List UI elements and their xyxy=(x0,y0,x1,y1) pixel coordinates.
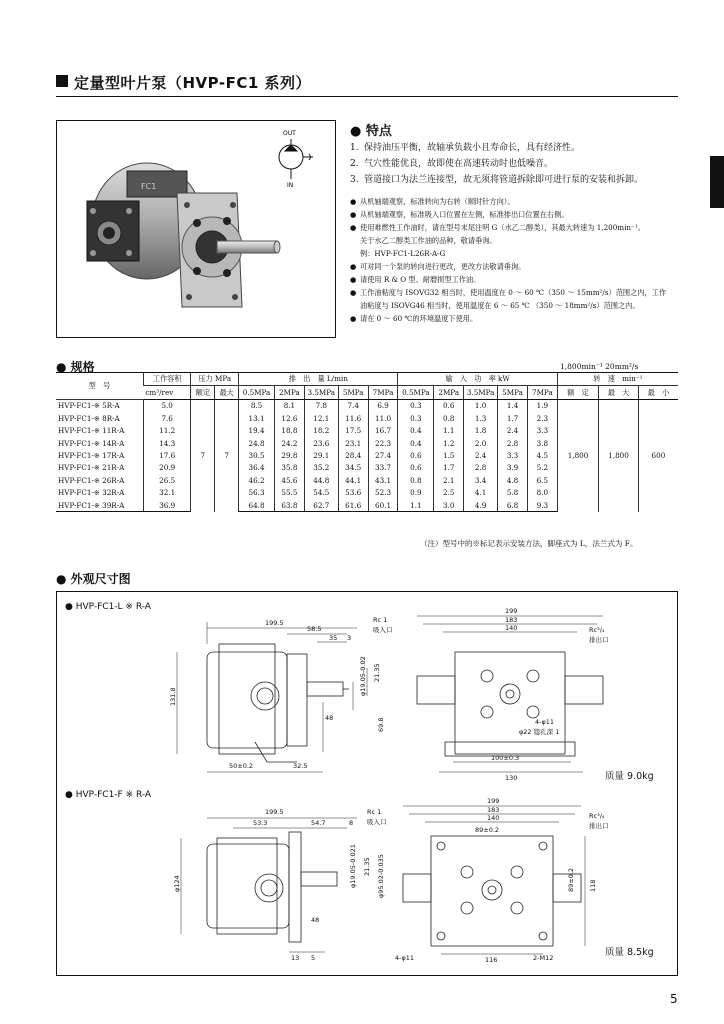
table-cell: 54.5 xyxy=(304,487,338,499)
dim-label: 199 xyxy=(487,797,500,805)
table-cell: HVP-FC1-※ 21R-A xyxy=(58,463,125,473)
features-list xyxy=(350,140,680,188)
note-item: ● 请在 0 ～ 60 ℃的环境温度下使用。 xyxy=(350,314,478,323)
table-cell: HVP-FC1-※ 11R-A xyxy=(58,426,125,436)
dim-label: 5 xyxy=(311,954,316,962)
dim-label: 199 xyxy=(505,607,518,615)
dim-label: 21.35 xyxy=(363,857,371,876)
dim-label: 53.3 xyxy=(253,819,268,827)
table-cell: 2.3 xyxy=(527,412,557,424)
table-cell: 53.6 xyxy=(338,487,368,499)
col-pressure: 压力 MPa xyxy=(191,373,239,386)
table-cell: 1.7 xyxy=(498,412,528,424)
table-cell: 4.1 xyxy=(464,487,498,499)
table-cell: 7.8 xyxy=(304,399,338,412)
col-sub: 7MPa xyxy=(368,386,398,399)
dim-label: φ19.05-0.02 xyxy=(359,656,367,696)
table-cell: 1.2 xyxy=(434,437,464,449)
dim-label: 32.5 xyxy=(293,762,308,770)
note-text: 从机轴端观察，标准转向为右转（顺时针方向）。 xyxy=(360,197,515,206)
table-cell: 35.2 xyxy=(304,462,338,474)
dim-label: 4-φ11 xyxy=(395,954,415,962)
dim-label: 4-φ11 xyxy=(535,718,555,726)
table-cell: 2.8 xyxy=(498,437,528,449)
table-cell: 11.6 xyxy=(338,412,368,424)
dim-label: φ124 xyxy=(173,875,181,892)
table-cell: 2.4 xyxy=(498,425,528,437)
spec-heading: ● 规格 xyxy=(56,360,95,374)
table-cell: 52.3 xyxy=(368,487,398,499)
dim-label: 吸入口 xyxy=(373,626,393,634)
page-number: 5 xyxy=(670,992,678,1006)
col-sub: 2MPa xyxy=(434,386,464,399)
table-cell: 30.5 xyxy=(239,449,275,461)
table-cell: 8.5 xyxy=(239,399,275,412)
dim-label: Rc³/₄ xyxy=(589,626,605,634)
dimensions-heading: ● 外观尺寸图 xyxy=(56,572,131,586)
table-cell: 19.4 xyxy=(239,425,275,437)
table-cell: 4.8 xyxy=(498,474,528,486)
col-sub: 2MPa xyxy=(274,386,304,399)
technical-drawing xyxy=(57,592,677,975)
table-cell: 36.4 xyxy=(239,462,275,474)
col-sub: 最大 xyxy=(215,386,239,399)
table-cell: 11.2 xyxy=(143,425,191,437)
table-cell: 27.4 xyxy=(368,449,398,461)
note-item: ● 从机轴端观察，标准吸入口位置在左侧，标准排出口位置在右侧。 xyxy=(350,210,569,219)
dim-label: 100±0.3 xyxy=(491,754,520,762)
col-flow: 排 出 量 L/min xyxy=(239,373,398,386)
note-item: ● 使用难燃性工作油时，请在型号末尾注明 G（水乙二醇类），其最大转速为 1,200min⁻¹。 xyxy=(350,223,645,232)
table-cell: 29.8 xyxy=(274,449,304,461)
table-cell: 13.1 xyxy=(239,412,275,424)
drawing1-label-text: HVP-FC1-L ※ R-A xyxy=(75,602,151,612)
col-sub: 0.5MPa xyxy=(239,386,275,399)
table-cell: 9.3 xyxy=(527,499,557,512)
dim-label: 排出口 xyxy=(589,822,609,830)
table-cell: 46.2 xyxy=(239,474,275,486)
dim-label: φ22 锪孔深 1 xyxy=(519,728,560,736)
dim-label: Rc³/₄ xyxy=(589,812,605,820)
dim-label: 54.7 xyxy=(311,819,326,827)
table-cell: 44.8 xyxy=(304,474,338,486)
dim-label: 118 xyxy=(589,879,597,892)
feature-item xyxy=(350,172,680,188)
table-cell: 0.6 xyxy=(398,462,434,474)
drawing1-label: ● HVP-FC1-L ※ R-A xyxy=(65,602,151,612)
page-title: 定量型叶片泵（HVP-FC1 系列） xyxy=(74,74,312,92)
table-cell: 0.9 xyxy=(398,487,434,499)
table-cell: 34.5 xyxy=(338,462,368,474)
col-sub: 5MPa xyxy=(338,386,368,399)
table-cell: 35.8 xyxy=(274,462,304,474)
table-cell: HVP-FC1-※ 32R-A xyxy=(58,488,125,498)
dimension-drawings xyxy=(56,591,678,976)
table-cell: 63.8 xyxy=(274,499,304,512)
table-cell: HVP-FC1-※ 26R-A xyxy=(58,475,125,485)
table-cell: 8.0 xyxy=(527,487,557,499)
col-speed: 转 速 min⁻¹ xyxy=(557,373,678,386)
table-cell: 64.8 xyxy=(239,499,275,512)
table-cell: 0.4 xyxy=(398,425,434,437)
spec-unit-note: 1,800min⁻¹ 20mm²/s xyxy=(560,362,639,371)
dim-label: 58.5 xyxy=(307,625,322,633)
table-cell: 7.4 xyxy=(338,399,368,412)
table-cell: 0.4 xyxy=(398,437,434,449)
table-cell: 1.8 xyxy=(464,425,498,437)
pump-illustration xyxy=(57,121,335,337)
col-model: 型 号 xyxy=(56,373,143,400)
col-sub: 3.5MPa xyxy=(464,386,498,399)
dim-label: 8 xyxy=(349,819,354,827)
table-cell: 5.8 xyxy=(498,487,528,499)
dim-label: 48 xyxy=(311,916,320,924)
table-cell: 61.6 xyxy=(338,499,368,512)
col-sub: 额 定 xyxy=(557,386,598,399)
table-cell: 2.5 xyxy=(434,487,464,499)
table-cell: 23.6 xyxy=(304,437,338,449)
table-cell: 6.5 xyxy=(527,474,557,486)
dim-label: 吸入口 xyxy=(367,818,387,826)
table-cell: 29.1 xyxy=(304,449,338,461)
note-item: ● 请使用 R & O 型、耐磨损型工作油。 xyxy=(350,275,481,284)
dim-label: 130 xyxy=(505,774,518,782)
note-item: ● 可对同一个泵的转向进行更改，更改方法敬请垂询。 xyxy=(350,262,526,271)
dim-label: 89±0.2 xyxy=(475,826,500,834)
side-thumb-tab xyxy=(710,156,724,208)
dim-label: 3 xyxy=(347,634,352,642)
table-cell: 0.8 xyxy=(398,474,434,486)
feature-item xyxy=(350,140,680,156)
table-cell: 18.8 xyxy=(274,425,304,437)
table-cell: 6.8 xyxy=(498,499,528,512)
dim-label: 199.5 xyxy=(265,619,284,627)
table-cell: 3.3 xyxy=(498,449,528,461)
table-cell: 20.9 xyxy=(143,462,191,474)
table-cell: 6.9 xyxy=(368,399,398,412)
drawing2-weight: 质量 8.5kg xyxy=(605,947,654,958)
table-cell: 56.3 xyxy=(239,487,275,499)
table-cell: 1.4 xyxy=(498,399,528,412)
table-cell: 12.1 xyxy=(304,412,338,424)
table-cell: 4.9 xyxy=(464,499,498,512)
symbol-out-label: OUT xyxy=(283,130,296,137)
table-cell: HVP-FC1-※ 8R-A xyxy=(58,413,120,423)
feature-text: 气穴性能优良，故即使在高速转动时也低噪音。 xyxy=(364,159,554,169)
table-cell: 0.3 xyxy=(398,399,434,412)
drawing1-weight: 质量 9.0kg xyxy=(605,771,654,782)
dim-label: 89±0.2 xyxy=(567,867,575,892)
table-cell: 1,800 xyxy=(599,399,639,512)
note-text: 请在 0 ～ 60 ℃的环境温度下使用。 xyxy=(360,314,478,323)
table-cell: 16.7 xyxy=(368,425,398,437)
table-cell: 0.6 xyxy=(434,399,464,412)
table-cell: 55.5 xyxy=(274,487,304,499)
dim-label: φ19.05-0.021 xyxy=(349,844,357,888)
col-capacity: 工作容积 xyxy=(143,373,191,386)
table-cell: 45.6 xyxy=(274,474,304,486)
table-cell: 17.6 xyxy=(143,449,191,461)
table-row xyxy=(56,399,678,412)
note-text: 工作油粘度与 ISOVG32 相当时，使用温度在 0 ～ 60 ℃（350 ～ 15mm²/s）范围之内，工作 xyxy=(360,288,667,297)
spec-table xyxy=(56,372,678,512)
dim-label: 48 xyxy=(325,714,334,722)
table-cell: 17.5 xyxy=(338,425,368,437)
dim-label: 69.8 xyxy=(377,717,385,732)
table-cell: 18.2 xyxy=(304,425,338,437)
table-cell: 3.3 xyxy=(527,425,557,437)
dim-label: 13 xyxy=(291,954,300,962)
table-cell: 24.2 xyxy=(274,437,304,449)
dim-label: 50±0.2 xyxy=(229,762,254,770)
table-cell: 3.9 xyxy=(498,462,528,474)
table-cell: 26.5 xyxy=(143,474,191,486)
note-item: ● 工作油粘度与 ISOVG32 相当时，使用温度在 0 ～ 60 ℃（350 ～ 15mm²/s）范围之内，工作 xyxy=(350,288,667,297)
note-text: 可对同一个泵的转向进行更改，更改方法敬请垂询。 xyxy=(360,262,526,271)
table-cell: HVP-FC1-※ 14R-A xyxy=(58,438,125,448)
table-cell: 44.1 xyxy=(338,474,368,486)
feature-number: 2. xyxy=(350,159,359,169)
features-heading-text: 特点 xyxy=(365,124,392,139)
feature-text: 管道接口为法兰连接型，故无须将管道拆除即可进行泵的安装和拆卸。 xyxy=(364,175,644,185)
table-cell: 8.1 xyxy=(274,399,304,412)
note-text: 使用难燃性工作油时，请在型号末尾注明 G（水乙二醇类），其最大转速为 1,200min⁻¹。 xyxy=(360,223,645,232)
col-capacity-unit: cm³/rev xyxy=(143,386,191,399)
table-cell: 5.0 xyxy=(143,399,191,412)
table-cell: 36.9 xyxy=(143,499,191,512)
drawing2-label-text: HVP-FC1-F ※ R-A xyxy=(75,790,152,800)
title-square-marker xyxy=(56,75,68,87)
table-cell: 0.3 xyxy=(398,412,434,424)
feature-number: 3. xyxy=(350,175,359,185)
table-cell: 7 xyxy=(215,399,239,512)
table-cell: 1.3 xyxy=(464,412,498,424)
table-cell: 33.7 xyxy=(368,462,398,474)
table-cell: 1.9 xyxy=(527,399,557,412)
table-cell: 3.4 xyxy=(464,474,498,486)
dim-label: 140 xyxy=(487,814,500,822)
feature-number: 1. xyxy=(350,143,359,153)
features-heading: ● 特点 xyxy=(350,124,392,139)
dim-label: 116 xyxy=(485,956,498,964)
table-cell: 32.1 xyxy=(143,487,191,499)
table-cell: HVP-FC1-※ 39R-A xyxy=(56,499,143,512)
table-cell: HVP-FC1-※ 17R-A xyxy=(58,451,125,461)
note-continuation: 关于水乙二醇类工作油的品种，敬请垂询。 xyxy=(360,236,497,245)
dim-label: Rc 1 xyxy=(373,616,388,624)
table-cell: 1.1 xyxy=(398,499,434,512)
feature-item xyxy=(350,156,680,172)
table-cell: 28.4 xyxy=(338,449,368,461)
col-sub: 额定 xyxy=(191,386,215,399)
table-cell: 3.8 xyxy=(527,437,557,449)
dim-label: 排出口 xyxy=(589,636,609,644)
col-sub: 7MPa xyxy=(527,386,557,399)
table-cell: 2.4 xyxy=(464,449,498,461)
table-cell: 5.2 xyxy=(527,462,557,474)
note-continuation: 油粘度与 ISOVG46 相当时，使用温度在 6 ～ 65 ℃ （350 ～ 18mm²/s）范围之内。 xyxy=(360,301,640,310)
table-cell: 22.3 xyxy=(368,437,398,449)
table-cell: 0.8 xyxy=(434,412,464,424)
title-rule xyxy=(56,96,678,97)
table-cell: 2.1 xyxy=(434,474,464,486)
table-cell: 11.0 xyxy=(368,412,398,424)
table-cell: 2.8 xyxy=(464,462,498,474)
table-cell: HVP-FC1-※ 5R-A xyxy=(58,401,120,411)
table-cell: 60.1 xyxy=(368,499,398,512)
col-power: 输 入 功 率 kW xyxy=(398,373,557,386)
note-item: ● 从机轴端观察，标准转向为右转（顺时针方向）。 xyxy=(350,197,515,206)
dim-label: 35 xyxy=(329,634,338,642)
dim-label: 140 xyxy=(505,624,518,632)
col-sub: 最 小 xyxy=(638,386,678,399)
table-cell: 1.0 xyxy=(464,399,498,412)
dim-label: Rc 1 xyxy=(367,808,382,816)
col-sub: 3.5MPa xyxy=(304,386,338,399)
table-cell: 4.5 xyxy=(527,449,557,461)
drawing2-label: ● HVP-FC1-F ※ R-A xyxy=(65,790,152,800)
spec-footnote: （注）型号中的※标记表示安装方法，脚座式为 L，法兰式为 F。 xyxy=(420,539,638,548)
spec-heading-text: 规格 xyxy=(70,360,95,374)
note-text: 从机轴端观察，标准吸入口位置在左侧，标准排出口位置在右侧。 xyxy=(360,210,569,219)
table-cell: 1,800 xyxy=(557,399,598,512)
dim-label: 199.5 xyxy=(265,808,284,816)
feature-text: 保持油压平衡，故轴承负载小且寿命长，具有经济性。 xyxy=(364,143,581,153)
table-cell: 14.3 xyxy=(143,437,191,449)
dim-label: 2-M12 xyxy=(533,954,554,962)
dim-label: 131.8 xyxy=(169,687,177,706)
table-cell: 7 xyxy=(191,399,215,512)
dim-label: 183 xyxy=(505,616,518,624)
table-cell: 2.0 xyxy=(464,437,498,449)
dim-label: 183 xyxy=(487,806,500,814)
hydraulic-symbol-icon xyxy=(279,139,313,179)
col-sub: 0.5MPa xyxy=(398,386,434,399)
note-text: 请使用 R & O 型、耐磨损型工作油。 xyxy=(360,275,481,284)
table-cell: 62.7 xyxy=(304,499,338,512)
table-cell: 3.0 xyxy=(434,499,464,512)
table-cell: 1.7 xyxy=(434,462,464,474)
svg-text:FC1: FC1 xyxy=(141,182,157,191)
note-continuation: 例：HVP-FC1-L26R-A-G xyxy=(360,249,446,258)
col-sub: 最 大 xyxy=(599,386,639,399)
table-cell: 43.1 xyxy=(368,474,398,486)
table-cell: 600 xyxy=(638,399,678,512)
table-cell: 0.6 xyxy=(398,449,434,461)
table-cell: 1.5 xyxy=(434,449,464,461)
table-cell: 23.1 xyxy=(338,437,368,449)
table-cell: 7.6 xyxy=(143,412,191,424)
table-cell: 1.1 xyxy=(434,425,464,437)
pump-photo xyxy=(56,120,336,338)
dimensions-heading-text: 外观尺寸图 xyxy=(70,572,131,586)
notes-list xyxy=(350,195,690,325)
section-header xyxy=(56,72,678,94)
symbol-in-label: IN xyxy=(287,182,294,189)
dim-label: φ95.02-0.035 xyxy=(377,854,385,898)
table-cell: 24.8 xyxy=(239,437,275,449)
dim-label: 21.35 xyxy=(373,663,381,682)
table-cell: 12.6 xyxy=(274,412,304,424)
col-sub: 5MPa xyxy=(498,386,528,399)
